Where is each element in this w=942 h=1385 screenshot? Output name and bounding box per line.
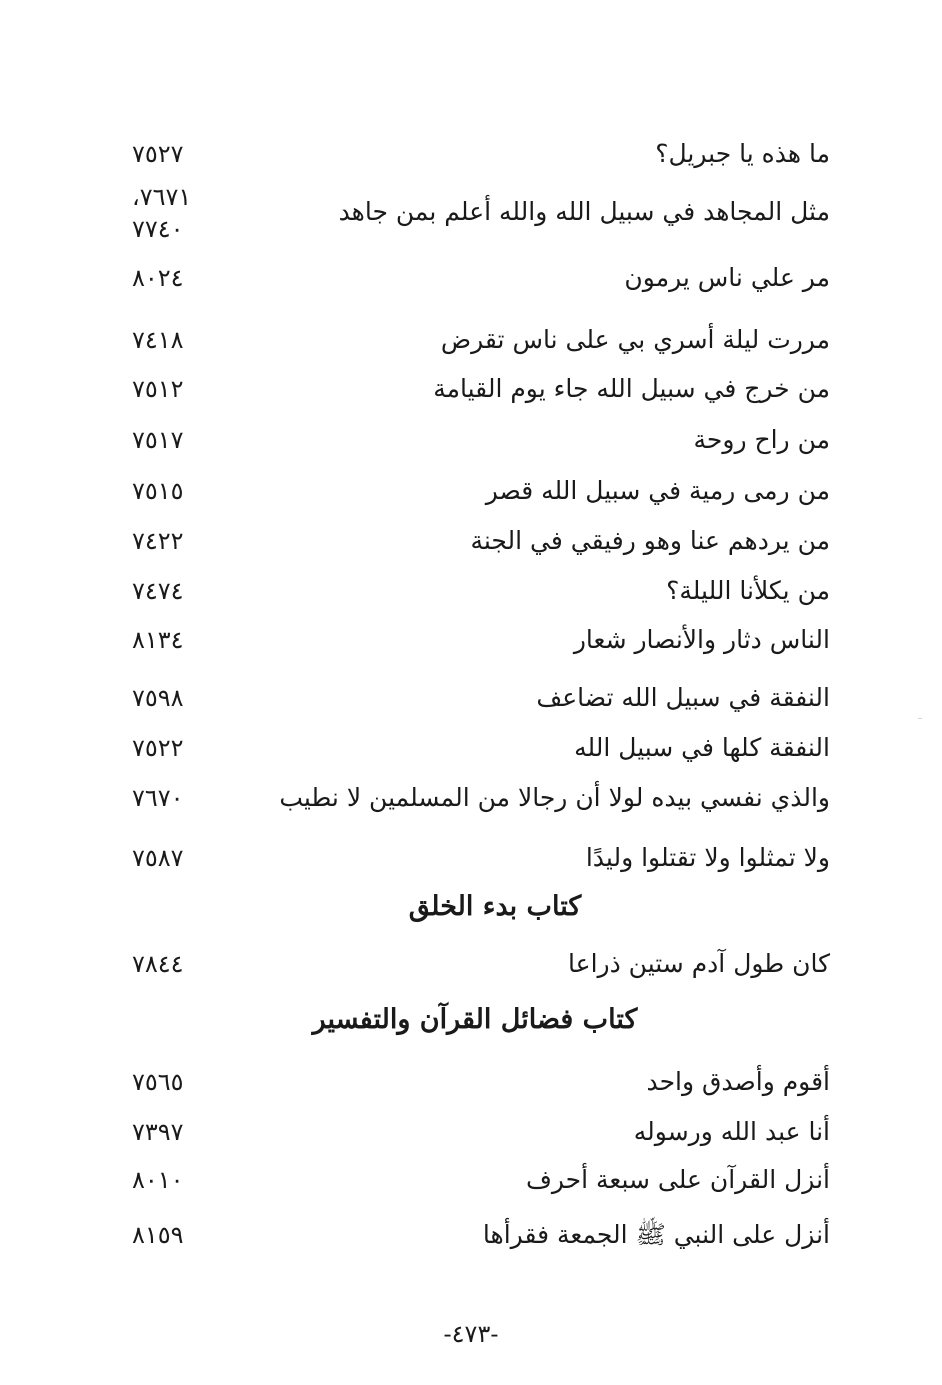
- hadith-text: النفقة في سبيل الله تضاعف: [536, 683, 830, 712]
- hadith-number: ٨٠٢٤: [132, 264, 184, 292]
- index-entry: [120, 134, 830, 174]
- hadith-text: أنزل القرآن على سبعة أحرف: [525, 1165, 830, 1194]
- hadith-text: من رمى رمية في سبيل الله قصر: [485, 476, 830, 505]
- hadith-text: أنا عبد الله ورسوله: [633, 1117, 830, 1146]
- index-entry: [120, 620, 830, 660]
- hadith-text: مثل المجاهد في سبيل الله والله أعلم بمن جاهد: [338, 197, 830, 226]
- hadith-number: ٧٤٧٤: [132, 577, 184, 605]
- hadith-text: ولا تمثلوا ولا تقتلوا وليدًا: [585, 843, 830, 872]
- hadith-number: ٧٨٤٤: [132, 950, 184, 978]
- index-entry: [120, 183, 830, 252]
- index-entry: [120, 778, 830, 818]
- hadith-text: من يكلأنا الليلة؟: [666, 576, 830, 605]
- hadith-text: من راح روحة: [693, 425, 830, 454]
- hadith-number: ٧٥١٧: [132, 426, 184, 454]
- index-entry: [120, 1215, 830, 1255]
- hadith-text: ما هذه يا جبريل؟: [655, 139, 830, 168]
- index-entry: [120, 571, 830, 611]
- index-entry: [120, 1160, 830, 1200]
- hadith-text: مر علي ناس يرمون: [624, 263, 830, 292]
- index-entry: [120, 420, 830, 460]
- hadith-number: ٧٥١٢: [132, 375, 184, 403]
- page-number: -٤٧٣-: [443, 1320, 499, 1348]
- hadith-number: ٨١٣٤: [132, 626, 184, 654]
- index-entry: [120, 369, 830, 409]
- hadith-number: ٧٣٩٧: [132, 1118, 184, 1146]
- hadith-text: أنزل على النبي ﷺ الجمعة فقرأها: [482, 1220, 830, 1249]
- index-entry: [120, 1112, 830, 1152]
- hadith-text: الناس دثار والأنصار شعار: [573, 625, 830, 654]
- hadith-number: ٧٥٦٥: [132, 1068, 184, 1096]
- index-entry: [120, 678, 830, 718]
- hadith-number: ٧٥١٥: [132, 477, 184, 505]
- index-entry: [120, 944, 830, 984]
- hadith-number: ٧٥٢٧: [132, 140, 184, 168]
- index-entry: [120, 838, 830, 878]
- hadith-number: ٧٥٩٨: [132, 684, 184, 712]
- hadith-text: والذي نفسي بيده لولا أن رجالا من المسلمين لا نطيب: [279, 783, 830, 812]
- hadith-text: النفقة كلها في سبيل الله: [574, 733, 830, 762]
- hadith-text: من خرج في سبيل الله جاء يوم القيامة: [433, 374, 830, 403]
- index-entry: [120, 320, 830, 360]
- hadith-number: ٧٦٧٠: [132, 784, 184, 812]
- hadith-text: أقوم وأصدق واحد: [646, 1067, 830, 1096]
- hadith-number: ٧٤٢٢: [132, 527, 184, 555]
- scan-speck: [918, 718, 922, 719]
- hadith-number: ٧٤١٨: [132, 326, 184, 354]
- index-entry: [120, 471, 830, 511]
- index-entry: [120, 258, 830, 298]
- hadith-number: ٧٦٧١،: [132, 183, 192, 211]
- index-entry: [120, 1062, 830, 1102]
- hadith-number-second: ٧٧٤٠: [132, 215, 184, 243]
- hadith-number: ٧٥٢٢: [132, 734, 184, 762]
- index-entry: [120, 521, 830, 561]
- hadith-number: ٨٠١٠: [132, 1166, 184, 1194]
- hadith-text: مررت ليلة أسري بي على ناس تقرض: [440, 325, 830, 354]
- hadith-number: ٧٥٨٧: [132, 844, 184, 872]
- section-heading: كتاب بدء الخلق: [408, 891, 582, 922]
- hadith-text: من يردهم عنا وهو رفيقي في الجنة: [470, 526, 830, 555]
- hadith-text: كان طول آدم ستين ذراعا: [568, 949, 830, 978]
- section-heading: كتاب فضائل القرآن والتفسير: [312, 1004, 638, 1035]
- index-entry: [120, 728, 830, 768]
- hadith-number: ٨١٥٩: [132, 1221, 184, 1249]
